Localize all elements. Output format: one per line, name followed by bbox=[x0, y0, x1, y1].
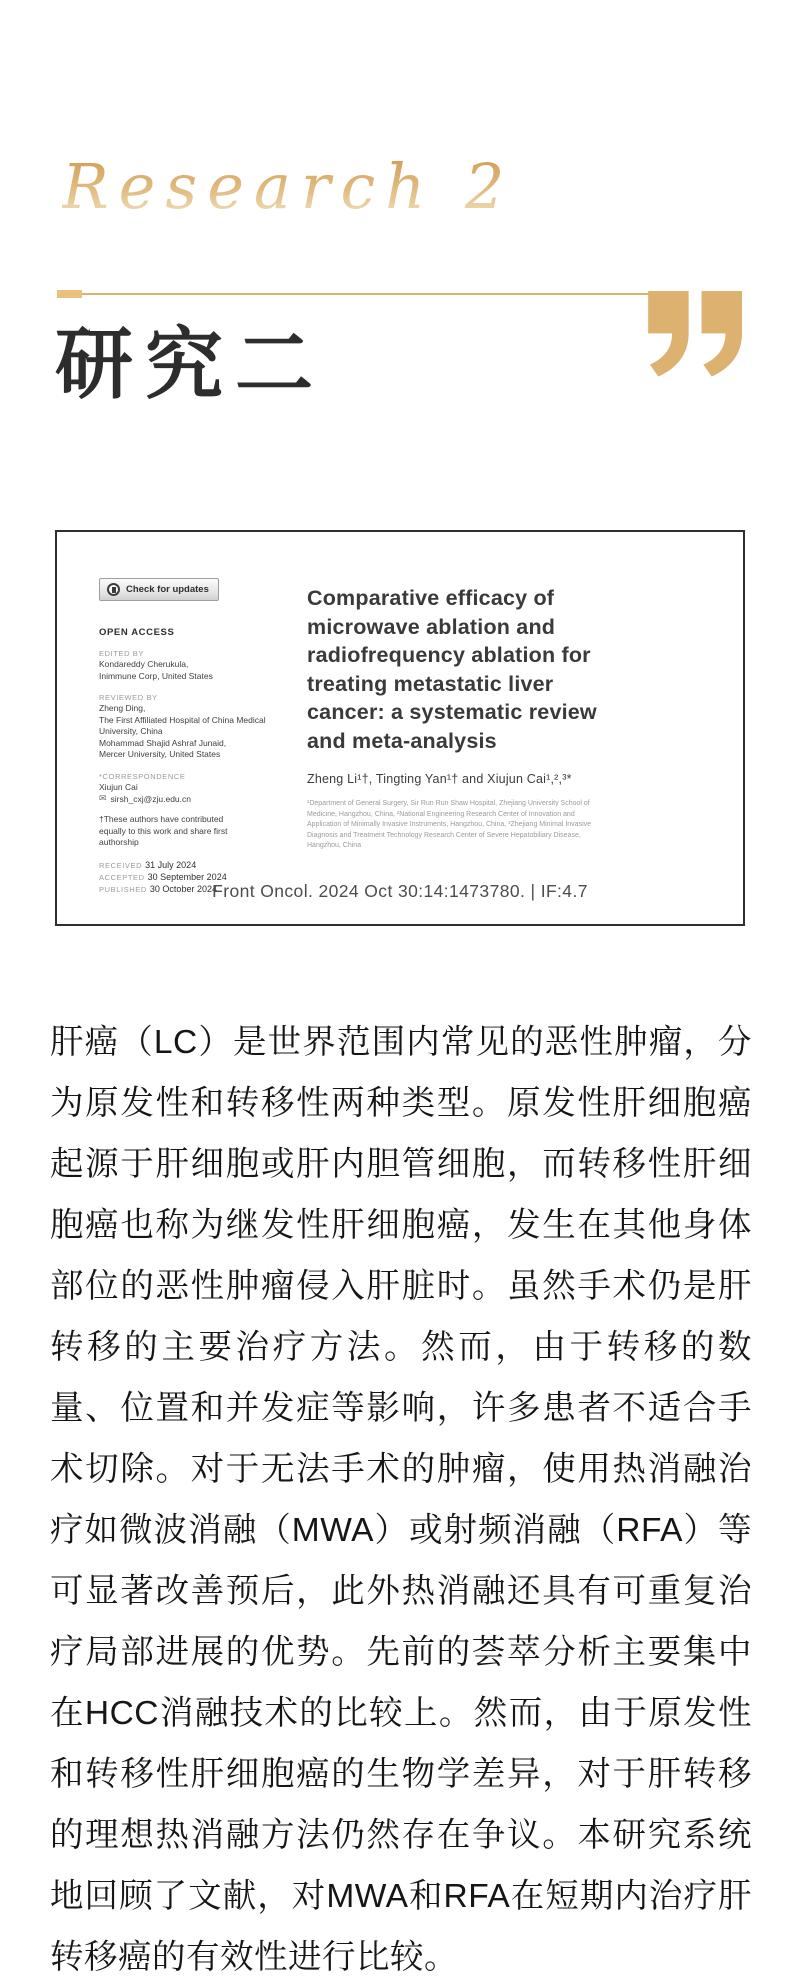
received-line bbox=[99, 859, 295, 871]
published-label: PUBLISHED bbox=[99, 884, 147, 894]
crossmark-icon bbox=[107, 583, 120, 596]
accepted-label: ACCEPTED bbox=[99, 872, 145, 882]
check-for-updates-label: Check for updates bbox=[126, 584, 209, 595]
editor-affiliation: Inimmune Corp, United States bbox=[99, 670, 213, 681]
editor-name: Kondareddy Cherukula, bbox=[99, 659, 189, 669]
edited-by-label: EDITED BY bbox=[99, 649, 144, 658]
article-card bbox=[55, 530, 745, 926]
paper-title: Comparative efficacy of microwave ablation and radiofrequency ablation for treating metastatic liver cancer: a systematic review and meta-analysis bbox=[307, 586, 597, 753]
article-meta-column bbox=[99, 627, 295, 895]
equal-contribution-note: †These authors have contributed equally to this work and share first authorship bbox=[99, 814, 228, 847]
reviewer-2-name: Mohammad Shajid Ashraf Junaid, bbox=[99, 737, 227, 748]
script-title: Research 2 bbox=[62, 150, 515, 223]
divider-accent-block bbox=[57, 290, 82, 298]
article-main-column bbox=[307, 584, 607, 852]
envelope-icon: ✉ bbox=[99, 793, 107, 803]
received-label: RECEIVED bbox=[99, 860, 143, 870]
divider-line bbox=[82, 293, 649, 295]
gold-divider bbox=[57, 289, 649, 298]
reviewed-by-label: REVIEWED BY bbox=[99, 693, 158, 702]
correspondence-label: *CORRESPONDENCE bbox=[99, 771, 186, 781]
section-title: 研究二 bbox=[55, 321, 326, 408]
reviewer-2-affiliation: Mercer University, United States bbox=[99, 749, 221, 759]
paper-authors: Zheng Li¹†, Tingting Yan¹† and Xiujun Cai¹,²,³* bbox=[307, 772, 572, 786]
correspondence-email: sirsh_cxj@zju.edu.cn bbox=[110, 793, 191, 804]
journal-citation: Front Oncol. 2024 Oct 30:14:1473780. | IF:4.7 bbox=[212, 881, 588, 901]
paper-affiliations: ¹Department of General Surgery, Sir Run Run Shaw Hospital, Zhejiang University School of Medicine, Hangzhou, China, ²National Engineering Research Center of Innovation and Application of Minimally Invasive Instruments, Hangzhou, China, ³Zhejiang Minimal Invasive Diagnosis and Treatment Technology Research Center of Severe Hepatobiliary Disease, Hangzhou, China bbox=[307, 800, 592, 849]
body-paragraph: 肝癌（LC）是世界范围内常见的恶性肿瘤，分为原发性和转移性两种类型。原发性肝细胞癌起源于肝细胞或肝内胆管细胞，而转移性肝细胞癌也称为继发性肝细胞癌，发生在其他身体部位的恶性肿瘤侵入肝脏时。虽然手术仍是肝转移的主要治疗方法。然而，由于转移的数量、位置和并发症等影响，许多患者不适合手术切除。对于无法手术的肿瘤，使用热消融治疗如微波消融（MWA）或射频消融（RFA）等可显著改善预后，此外热消融还具有可重复治疗局部进展的优势。先前的荟萃分析主要集中在HCC消融技术的比较上。然而，由于原发性和转移性肝细胞癌的生物学差异，对于肝转移的理想热消融方法仍然存在争议。本研究系统地回顾了文献，对MWA和RFA在短期内治疗肝转移癌的有效性进行比较。 bbox=[50, 1024, 752, 1976]
correspondence-group bbox=[99, 771, 295, 805]
correspondence-email-link[interactable] bbox=[99, 793, 295, 804]
correspondence-name: Xiujun Cai bbox=[99, 781, 138, 792]
received-value: 31 July 2024 bbox=[145, 859, 197, 870]
accepted-value: 30 September 2024 bbox=[147, 871, 227, 882]
open-access-label: OPEN ACCESS bbox=[99, 627, 175, 638]
published-value: 30 October 2024 bbox=[149, 883, 217, 894]
check-for-updates-button[interactable] bbox=[99, 578, 219, 601]
reviewer-1-affiliation: The First Affiliated Hospital of China Medical University, China bbox=[99, 714, 266, 736]
closing-quote-icon bbox=[648, 291, 744, 383]
edited-by-group bbox=[99, 648, 295, 682]
reviewer-1-name: Zheng Ding, bbox=[99, 703, 146, 713]
reviewed-by-group bbox=[99, 692, 295, 761]
